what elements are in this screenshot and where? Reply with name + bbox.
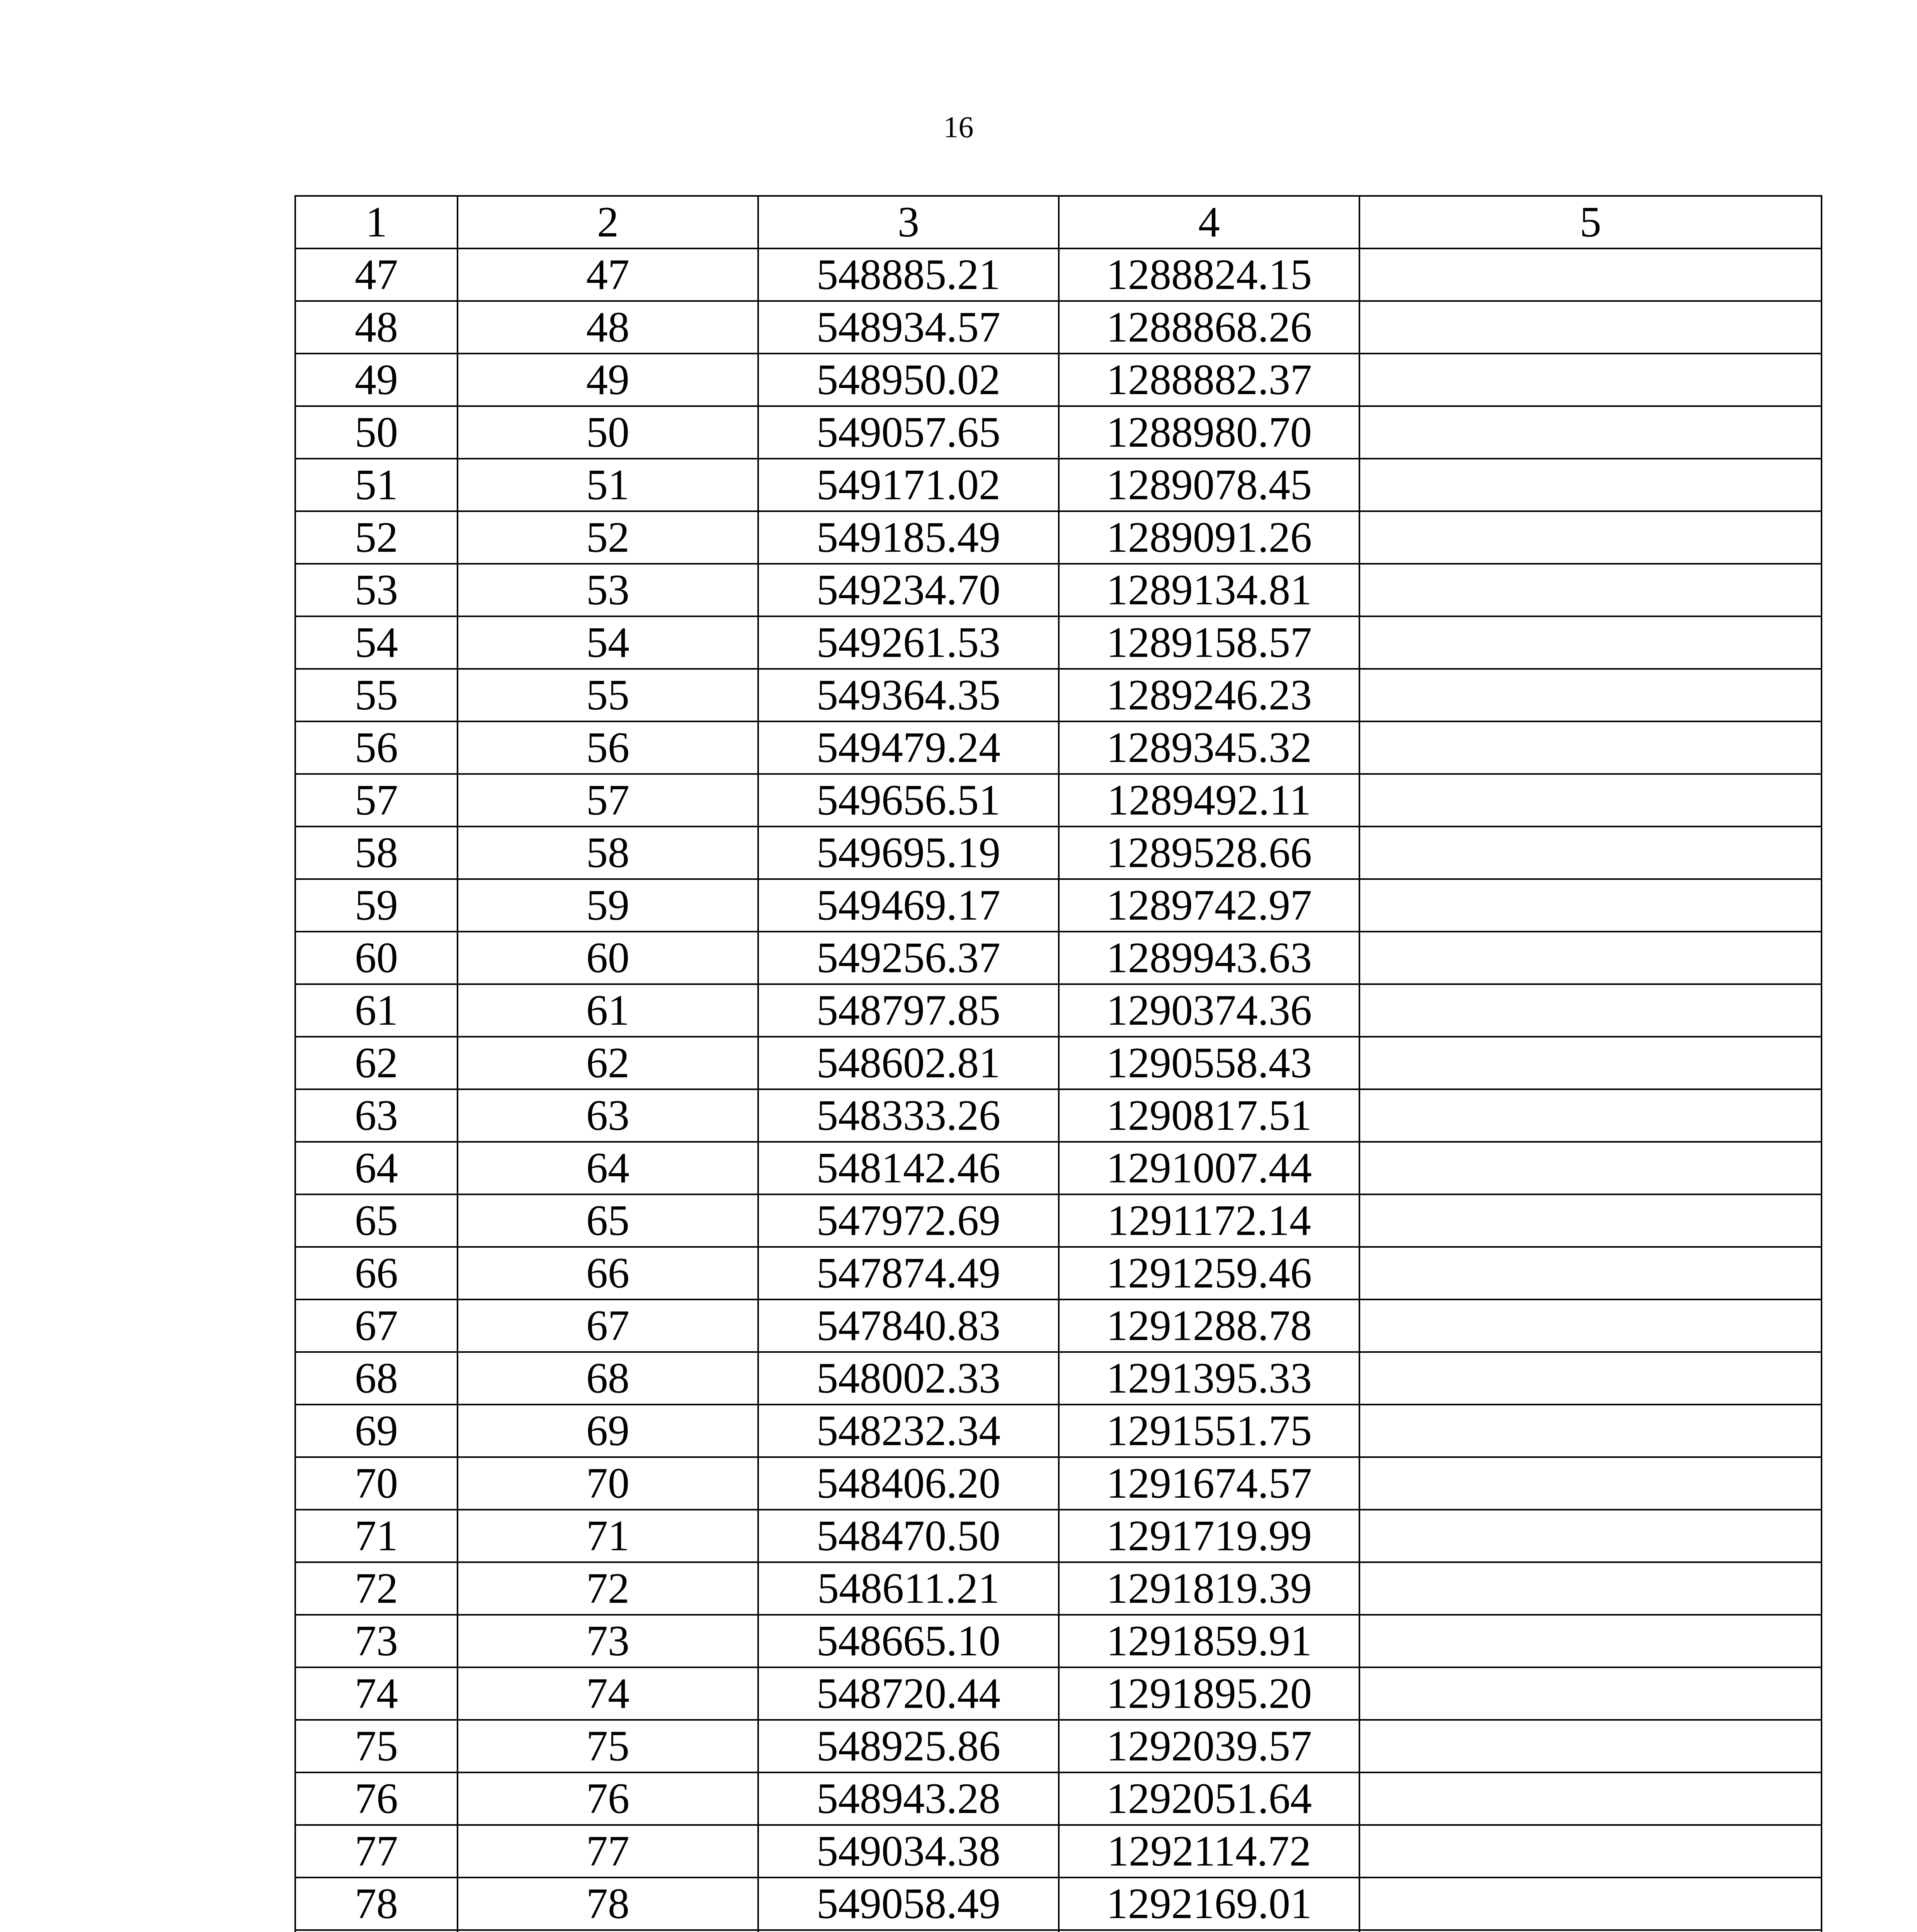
y-coordinate-cell: 1291819.39 — [1059, 1562, 1359, 1615]
y-coordinate-cell: 1290558.43 — [1059, 1037, 1359, 1089]
y-coordinate-cell: 1289742.97 — [1059, 879, 1359, 932]
point-number-cell: 66 — [295, 1247, 458, 1299]
point-number-cell: 55 — [295, 669, 458, 721]
x-coordinate-cell: 549058.49 — [758, 1878, 1059, 1930]
y-coordinate-cell: 1288868.26 — [1059, 301, 1359, 354]
point-number-cell: 53 — [295, 564, 458, 616]
table-row — [295, 1142, 1822, 1194]
point-number-cell: 56 — [295, 721, 458, 774]
page-number: 16 — [943, 110, 974, 144]
table-row — [295, 1878, 1822, 1930]
x-coordinate-cell: 549171.02 — [758, 459, 1059, 511]
point-number-cell: 77 — [295, 1825, 458, 1878]
x-coordinate-cell: 548925.86 — [758, 1720, 1059, 1772]
note-cell — [1359, 721, 1822, 774]
table-row — [295, 879, 1822, 932]
note-cell — [1359, 1142, 1822, 1194]
x-coordinate-cell: 547840.83 — [758, 1299, 1059, 1352]
x-coordinate-cell: 549364.35 — [758, 669, 1059, 721]
index-cell: 73 — [458, 1615, 758, 1667]
note-cell — [1359, 1878, 1822, 1930]
note-cell — [1359, 1720, 1822, 1772]
index-cell: 57 — [458, 774, 758, 827]
point-number-cell: 67 — [295, 1299, 458, 1352]
y-coordinate-cell: 1288824.15 — [1059, 248, 1359, 301]
point-number-cell: 61 — [295, 984, 458, 1037]
y-coordinate-cell: 1289078.45 — [1059, 459, 1359, 511]
index-cell: 49 — [458, 354, 758, 406]
index-cell: 47 — [458, 248, 758, 301]
index-cell: 72 — [458, 1562, 758, 1615]
x-coordinate-cell: 548720.44 — [758, 1667, 1059, 1720]
note-cell — [1359, 1457, 1822, 1510]
table-row — [295, 354, 1822, 406]
note-cell — [1359, 669, 1822, 721]
point-number-cell: 78 — [295, 1878, 458, 1930]
note-cell — [1359, 1247, 1822, 1299]
x-coordinate-cell: 548611.21 — [758, 1562, 1059, 1615]
note-cell — [1359, 1352, 1822, 1405]
index-cell: 54 — [458, 616, 758, 669]
table-row — [295, 1720, 1822, 1772]
x-coordinate-cell: 548602.81 — [758, 1037, 1059, 1089]
y-coordinate-cell: 1291859.91 — [1059, 1615, 1359, 1667]
point-number-cell: 49 — [295, 354, 458, 406]
table-row — [295, 932, 1822, 984]
table-row — [295, 1772, 1822, 1825]
note-cell — [1359, 1194, 1822, 1247]
x-coordinate-cell: 549234.70 — [758, 564, 1059, 616]
header-cell-5: 5 — [1359, 196, 1822, 248]
x-coordinate-cell: 548665.10 — [758, 1615, 1059, 1667]
index-cell: 59 — [458, 879, 758, 932]
index-cell: 75 — [458, 1720, 758, 1772]
table-row — [295, 1457, 1822, 1510]
index-cell: 52 — [458, 511, 758, 564]
note-cell — [1359, 248, 1822, 301]
x-coordinate-cell: 548934.57 — [758, 301, 1059, 354]
note-cell — [1359, 511, 1822, 564]
y-coordinate-cell: 1292169.01 — [1059, 1878, 1359, 1930]
table-row — [295, 1615, 1822, 1667]
point-number-cell: 71 — [295, 1510, 458, 1562]
x-coordinate-cell: 548406.20 — [758, 1457, 1059, 1510]
table-row — [295, 248, 1822, 301]
table-row — [295, 1352, 1822, 1405]
note-cell — [1359, 1405, 1822, 1457]
note-cell — [1359, 1562, 1822, 1615]
x-coordinate-cell: 548232.34 — [758, 1405, 1059, 1457]
index-cell: 69 — [458, 1405, 758, 1457]
index-cell: 68 — [458, 1352, 758, 1405]
point-number-cell — [295, 1930, 458, 1932]
y-coordinate-cell: 1289528.66 — [1059, 827, 1359, 879]
x-coordinate-cell: 547874.49 — [758, 1247, 1059, 1299]
coordinates-table — [294, 195, 1822, 1932]
note-cell — [1359, 879, 1822, 932]
index-cell: 50 — [458, 406, 758, 459]
y-coordinate-cell: 1291674.57 — [1059, 1457, 1359, 1510]
x-coordinate-cell: 548333.26 — [758, 1089, 1059, 1142]
note-cell — [1359, 459, 1822, 511]
y-coordinate-cell: 1290817.51 — [1059, 1089, 1359, 1142]
index-cell — [458, 1930, 758, 1932]
x-coordinate-cell: 548142.46 — [758, 1142, 1059, 1194]
note-cell — [1359, 1089, 1822, 1142]
table-row — [295, 616, 1822, 669]
index-cell: 71 — [458, 1510, 758, 1562]
index-cell: 48 — [458, 301, 758, 354]
point-number-cell: 54 — [295, 616, 458, 669]
table-row — [295, 1194, 1822, 1247]
y-coordinate-cell: 1289246.23 — [1059, 669, 1359, 721]
x-coordinate-cell: 549261.53 — [758, 616, 1059, 669]
table-row — [295, 827, 1822, 879]
index-cell: 62 — [458, 1037, 758, 1089]
point-number-cell: 75 — [295, 1720, 458, 1772]
table-row — [295, 774, 1822, 827]
point-number-cell: 58 — [295, 827, 458, 879]
note-cell — [1359, 406, 1822, 459]
table-row — [295, 1930, 1822, 1932]
note-cell — [1359, 1930, 1822, 1932]
index-cell: 77 — [458, 1825, 758, 1878]
point-number-cell: 51 — [295, 459, 458, 511]
x-coordinate-cell: 548950.02 — [758, 354, 1059, 406]
point-number-cell: 57 — [295, 774, 458, 827]
index-cell: 67 — [458, 1299, 758, 1352]
point-number-cell: 69 — [295, 1405, 458, 1457]
y-coordinate-cell: 1291172.14 — [1059, 1194, 1359, 1247]
x-coordinate-cell: 549656.51 — [758, 774, 1059, 827]
y-coordinate-cell: 1292039.57 — [1059, 1720, 1359, 1772]
x-coordinate-cell: 548002.33 — [758, 1352, 1059, 1405]
y-coordinate-cell: 1289091.26 — [1059, 511, 1359, 564]
header-cell-3: 3 — [758, 196, 1059, 248]
y-coordinate-cell: 1289158.57 — [1059, 616, 1359, 669]
point-number-cell: 50 — [295, 406, 458, 459]
x-coordinate-cell: 549695.19 — [758, 827, 1059, 879]
point-number-cell: 65 — [295, 1194, 458, 1247]
y-coordinate-cell: 1291895.20 — [1059, 1667, 1359, 1720]
y-coordinate-cell: 1289492.11 — [1059, 774, 1359, 827]
header-cell-2: 2 — [458, 196, 758, 248]
note-cell — [1359, 354, 1822, 406]
table-row — [295, 1089, 1822, 1142]
index-cell: 66 — [458, 1247, 758, 1299]
y-coordinate-cell: 1288980.70 — [1059, 406, 1359, 459]
table-row — [295, 1667, 1822, 1720]
header-cell-4: 4 — [1059, 196, 1359, 248]
x-coordinate-cell — [758, 1930, 1059, 1932]
y-coordinate-cell: 1288882.37 — [1059, 354, 1359, 406]
index-cell: 74 — [458, 1667, 758, 1720]
index-cell: 55 — [458, 669, 758, 721]
table-row — [295, 459, 1822, 511]
point-number-cell: 59 — [295, 879, 458, 932]
y-coordinate-cell: 1290374.36 — [1059, 984, 1359, 1037]
index-cell: 53 — [458, 564, 758, 616]
point-number-cell: 72 — [295, 1562, 458, 1615]
point-number-cell: 76 — [295, 1772, 458, 1825]
note-cell — [1359, 774, 1822, 827]
note-cell — [1359, 1667, 1822, 1720]
point-number-cell: 63 — [295, 1089, 458, 1142]
index-cell: 58 — [458, 827, 758, 879]
x-coordinate-cell: 548885.21 — [758, 248, 1059, 301]
point-number-cell: 73 — [295, 1615, 458, 1667]
note-cell — [1359, 564, 1822, 616]
y-coordinate-cell: 1291288.78 — [1059, 1299, 1359, 1352]
table-row — [295, 1247, 1822, 1299]
x-coordinate-cell: 548943.28 — [758, 1772, 1059, 1825]
index-cell: 56 — [458, 721, 758, 774]
note-cell — [1359, 1772, 1822, 1825]
index-cell: 61 — [458, 984, 758, 1037]
point-number-cell: 52 — [295, 511, 458, 564]
index-cell: 51 — [458, 459, 758, 511]
x-coordinate-cell: 549479.24 — [758, 721, 1059, 774]
table-row — [295, 1510, 1822, 1562]
index-cell: 78 — [458, 1878, 758, 1930]
note-cell — [1359, 1615, 1822, 1667]
note-cell — [1359, 827, 1822, 879]
x-coordinate-cell: 548797.85 — [758, 984, 1059, 1037]
x-coordinate-cell: 548470.50 — [758, 1510, 1059, 1562]
y-coordinate-cell — [1059, 1930, 1359, 1932]
table-row — [295, 1825, 1822, 1878]
y-coordinate-cell: 1291259.46 — [1059, 1247, 1359, 1299]
table-row — [295, 1562, 1822, 1615]
note-cell — [1359, 1825, 1822, 1878]
y-coordinate-cell: 1291551.75 — [1059, 1405, 1359, 1457]
point-number-cell: 68 — [295, 1352, 458, 1405]
table-row — [295, 564, 1822, 616]
header-cell-1: 1 — [295, 196, 458, 248]
point-number-cell: 64 — [295, 1142, 458, 1194]
table-row — [295, 1037, 1822, 1089]
x-coordinate-cell: 549469.17 — [758, 879, 1059, 932]
table-row — [295, 1405, 1822, 1457]
table-header-row — [295, 196, 1822, 248]
point-number-cell: 47 — [295, 248, 458, 301]
index-cell: 60 — [458, 932, 758, 984]
point-number-cell: 62 — [295, 1037, 458, 1089]
index-cell: 76 — [458, 1772, 758, 1825]
y-coordinate-cell: 1289943.63 — [1059, 932, 1359, 984]
table-row — [295, 511, 1822, 564]
table-body — [295, 196, 1822, 1932]
table-row — [295, 669, 1822, 721]
table-row — [295, 406, 1822, 459]
table-row — [295, 984, 1822, 1037]
table-row — [295, 1299, 1822, 1352]
x-coordinate-cell: 549057.65 — [758, 406, 1059, 459]
y-coordinate-cell: 1291007.44 — [1059, 1142, 1359, 1194]
x-coordinate-cell: 549034.38 — [758, 1825, 1059, 1878]
point-number-cell: 60 — [295, 932, 458, 984]
note-cell — [1359, 932, 1822, 984]
x-coordinate-cell: 549256.37 — [758, 932, 1059, 984]
point-number-cell: 70 — [295, 1457, 458, 1510]
x-coordinate-cell: 547972.69 — [758, 1194, 1059, 1247]
note-cell — [1359, 984, 1822, 1037]
y-coordinate-cell: 1289134.81 — [1059, 564, 1359, 616]
note-cell — [1359, 1299, 1822, 1352]
note-cell — [1359, 1510, 1822, 1562]
table-row — [295, 301, 1822, 354]
index-cell: 65 — [458, 1194, 758, 1247]
table-row — [295, 721, 1822, 774]
note-cell — [1359, 1037, 1822, 1089]
note-cell — [1359, 301, 1822, 354]
y-coordinate-cell: 1292114.72 — [1059, 1825, 1359, 1878]
x-coordinate-cell: 549185.49 — [758, 511, 1059, 564]
index-cell: 63 — [458, 1089, 758, 1142]
note-cell — [1359, 616, 1822, 669]
point-number-cell: 74 — [295, 1667, 458, 1720]
index-cell: 64 — [458, 1142, 758, 1194]
index-cell: 70 — [458, 1457, 758, 1510]
y-coordinate-cell: 1292051.64 — [1059, 1772, 1359, 1825]
y-coordinate-cell: 1291395.33 — [1059, 1352, 1359, 1405]
point-number-cell: 48 — [295, 301, 458, 354]
y-coordinate-cell: 1289345.32 — [1059, 721, 1359, 774]
y-coordinate-cell: 1291719.99 — [1059, 1510, 1359, 1562]
